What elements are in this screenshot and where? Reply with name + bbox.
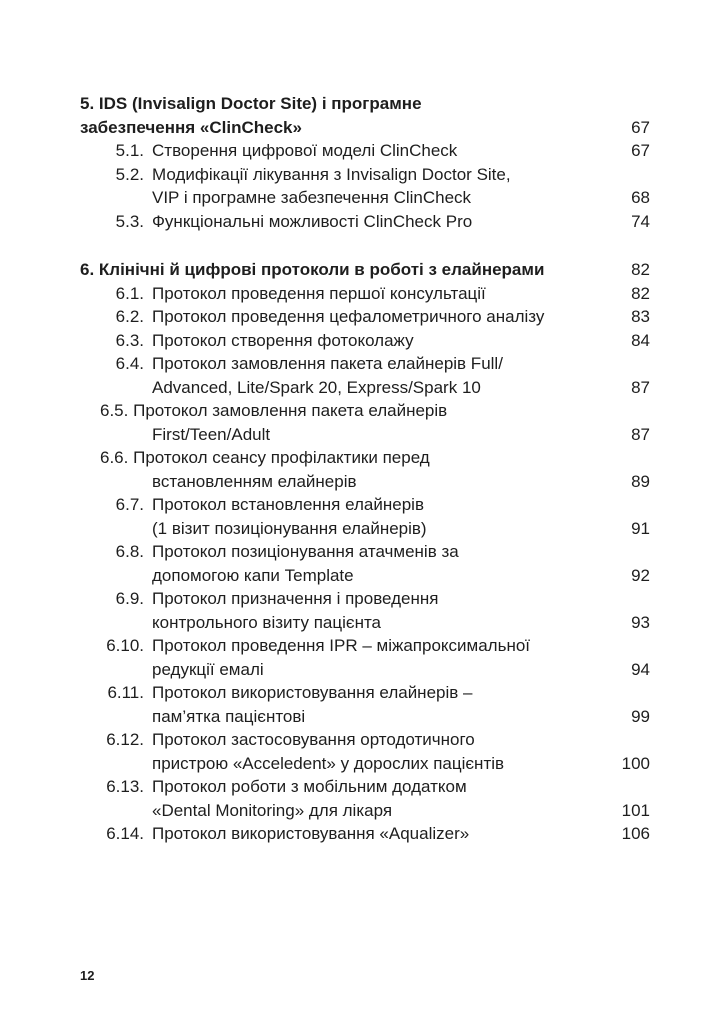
toc-entry-line — [80, 329, 650, 353]
toc-entry-page-number: 93 — [631, 612, 650, 632]
toc-entry-line — [80, 822, 650, 846]
toc-entry-page-number: 101 — [621, 800, 650, 820]
toc-entry-title: Протокол роботи з мобільним додатком — [152, 777, 467, 796]
toc-entry-title: Протокол проведення цефалометричного аналізу — [152, 307, 545, 326]
toc-entry-line — [80, 352, 650, 376]
toc-entry-title: Протокол застосовування ортодотичного — [152, 730, 475, 749]
toc-entry — [80, 822, 650, 846]
toc-entry-number: 6.5. — [100, 401, 134, 420]
toc-entry-page-number: 82 — [631, 283, 650, 303]
toc-entry-number: 6.14. — [106, 824, 144, 843]
toc-entry-title: Модифікації лікування з Invisalign Doctor Site, — [152, 164, 511, 184]
toc-entry-line — [80, 517, 650, 541]
section-page-number: 67 — [631, 117, 650, 137]
toc-entry — [80, 446, 650, 493]
toc-section-5 — [80, 92, 650, 233]
toc-entry — [80, 587, 650, 634]
toc-entry-page-number: 74 — [631, 211, 650, 231]
toc-entry-title: Протокол призначення і проведення — [152, 589, 439, 608]
toc-entry-number: 6.1. — [115, 283, 144, 303]
toc-entry-number: 6.4. — [115, 354, 144, 373]
section-heading — [80, 92, 650, 139]
toc-entry-number: 6.11. — [107, 683, 144, 702]
toc-entry-title: Протокол замовлення пакета елайнерів — [133, 401, 448, 420]
section-heading-line: забезпечення «ClinCheck» — [80, 117, 302, 137]
toc-entry-page-number: 67 — [631, 141, 650, 160]
toc-entry — [80, 493, 650, 540]
toc-entry — [80, 282, 650, 306]
toc-entry — [80, 139, 650, 163]
toc-entry-line — [80, 799, 650, 823]
toc-entry-title: пристрою «Acceledent» у дорослих пацієнтів — [152, 753, 505, 773]
toc-entry-line — [80, 399, 650, 423]
toc-entry-page-number: 87 — [631, 424, 650, 444]
toc-entry-title: Створення цифрової моделі ClinCheck — [152, 141, 458, 160]
toc-entry — [80, 352, 650, 399]
toc-entry-line: First/Teen/Adult — [152, 424, 271, 444]
toc-entry-title: Протокол замовлення пакета елайнерів Full/ — [152, 354, 503, 373]
section-page-number: 82 — [631, 260, 650, 279]
toc-entry — [80, 775, 650, 822]
toc-entry-title: Функціональні можливості ClinCheck Pro — [152, 211, 473, 231]
toc-entry-line — [80, 705, 650, 729]
toc-entry-number: 6.3. — [115, 330, 144, 350]
toc-entry-page-number: 99 — [631, 706, 650, 726]
toc-entry-title: «Dental Monitoring» для лікаря — [152, 800, 393, 820]
toc-entry-number: 6.7. — [115, 495, 144, 514]
toc-entry-number: 6.9. — [115, 589, 144, 608]
toc-entry-title: Протокол встановлення елайнерів — [152, 495, 424, 514]
toc-entry-title: Протокол сеансу профілактики перед — [133, 448, 430, 467]
toc-entry-line — [80, 540, 650, 564]
toc-entry-line — [80, 305, 650, 329]
toc-entry-line — [80, 728, 650, 752]
section-heading-line: 6. Клінічні й цифрові протоколи в роботі з елайнерами — [80, 260, 545, 279]
toc-entry-title: пам’ятка пацієнтові — [152, 706, 306, 726]
toc-entry-title: редукції емалі — [152, 659, 264, 679]
toc-entry-number: 6.6. — [100, 448, 134, 467]
toc-entry — [80, 681, 650, 728]
toc-entry-page-number: 91 — [631, 518, 650, 538]
toc-entry-page-number: 92 — [631, 565, 650, 585]
toc-entry-line — [80, 634, 650, 658]
toc-entry-line: встановленням елайнерів — [152, 471, 357, 491]
toc-entry — [80, 210, 650, 234]
toc-entry-number: 6.2. — [115, 307, 144, 326]
toc-entry-number: 5.2. — [115, 164, 144, 184]
toc-entry-line — [80, 186, 650, 210]
toc-entry-page-number: 83 — [631, 307, 650, 326]
toc-entry-line — [80, 210, 650, 234]
toc-entry-title: (1 візит позиціонування елайнерів) — [152, 518, 427, 538]
toc-entry-page-number: 87 — [631, 377, 650, 397]
toc-entry-line — [80, 446, 650, 470]
toc-entry-number: 6.12. — [106, 730, 144, 749]
toc-entry-line — [80, 775, 650, 799]
toc-entry-line — [80, 139, 650, 163]
toc-entry — [80, 329, 650, 353]
toc-entry — [80, 305, 650, 329]
toc-entry-line — [80, 681, 650, 705]
toc-entry-title: VIP і програмне забезпечення ClinCheck — [152, 188, 472, 207]
toc-entry-title: Протокол використовування «Aqualizer» — [152, 824, 470, 843]
toc-entry-title: контрольного візиту пацієнта — [152, 612, 382, 632]
toc-entry-title: допомогою капи Template — [152, 565, 354, 585]
toc-entry-page-number: 68 — [631, 188, 650, 207]
toc-entry-page-number: 89 — [631, 471, 650, 491]
toc-entry-number: 5.1. — [115, 141, 144, 160]
toc-entry-line — [80, 587, 650, 611]
toc-entry — [80, 399, 650, 446]
toc-entry — [80, 540, 650, 587]
page-number-footer: 12 — [80, 968, 95, 983]
toc-entry-line — [80, 493, 650, 517]
toc-entry-title: Протокол проведення першої консультації — [152, 283, 486, 303]
toc-entry-line — [80, 611, 650, 635]
toc-entry-number: 6.8. — [115, 542, 144, 561]
toc-entry-title: Протокол позиціонування атачменів за — [152, 542, 459, 561]
toc-entry-title: Advanced, Lite/Spark 20, Express/Spark 10 — [152, 377, 481, 397]
toc-entry-line — [80, 564, 650, 588]
toc-entry-page-number: 94 — [631, 659, 650, 679]
toc-entry-page-number: 106 — [621, 824, 650, 843]
toc-entry-number: 5.3. — [115, 211, 144, 231]
toc-entry-line — [80, 658, 650, 682]
toc-section-6 — [80, 258, 650, 846]
toc-entry-line — [80, 376, 650, 400]
toc-entry-line — [80, 752, 650, 776]
toc-entry-line — [80, 282, 650, 306]
toc-entry-number: 6.10. — [106, 636, 144, 655]
section-heading-line: 5. IDS (Invisalign Doctor Site) і програмне — [80, 94, 422, 113]
toc-entry-title: Протокол використовування елайнерів – — [152, 683, 473, 702]
toc-entry — [80, 634, 650, 681]
toc-entry-line — [80, 163, 650, 187]
toc-entry — [80, 728, 650, 775]
toc-entry — [80, 163, 650, 210]
toc-entry-title: Протокол створення фотоколажу — [152, 330, 414, 350]
toc-entry-title: Протокол проведення IPR – міжапроксимальної — [152, 636, 531, 655]
toc-entry-page-number: 84 — [631, 330, 650, 350]
toc-entry-number: 6.13. — [106, 777, 144, 796]
section-heading — [80, 258, 650, 282]
toc-entry-page-number: 100 — [621, 753, 650, 773]
